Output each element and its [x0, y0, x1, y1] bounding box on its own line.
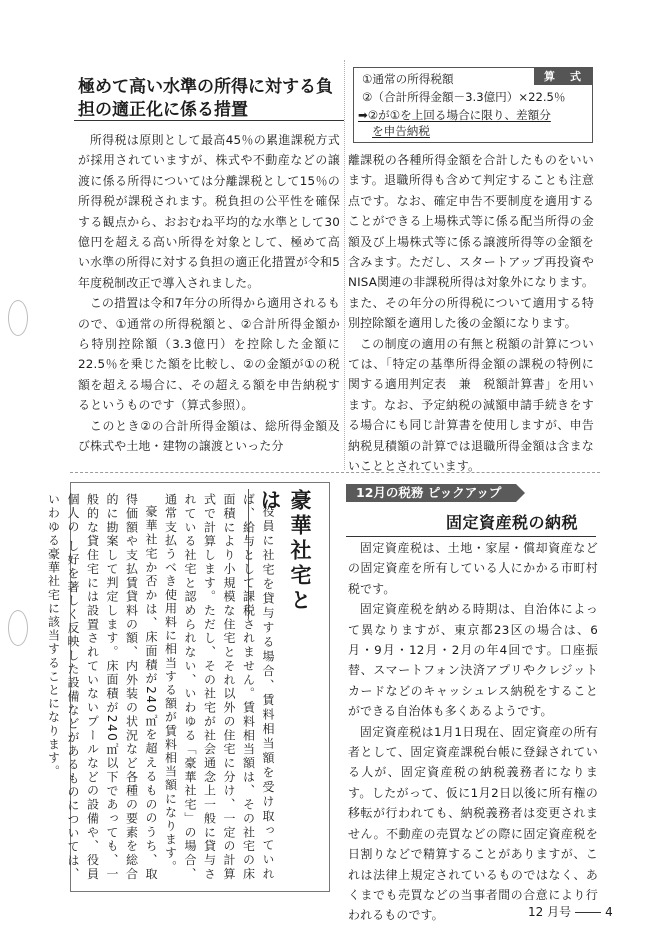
article-paragraph: 離課税の各種所得金額を合計したものをいいます。退職所得も含めて判定することも注意点です。なお、確定申告不要制度を適用することができる上場株式等に係る配当所得の金額及び上場株式等に係る譲渡所得等の金額を含みます。ただし、スタートアップ再投資やNISA関連の非課税所得は対象外になります。また、その年分の所得税について適用する特別控除額を適用した後の金額になります。	[348, 153, 594, 331]
issue-month: 12 月号	[528, 905, 572, 919]
article-left-column	[78, 130, 340, 457]
monthly-paragraph: 固定資産税は、土地・家屋・償却資産などの固定資産を所有している人にかかる市町村税です。	[348, 541, 598, 596]
monthly-paragraph: 固定資産税は1月1日現在、固定資産の所有者として、固定資産課税台帳に登録されている人が、固定資産税の納税義務者になります。したがって、仮に1月2日以後に所有権の移転が行われても、納税義務者は変更されません。不動産の売買などの際に固定資産税を日割りなどで精算することがありますが、これは法律上規定されているものではなく、あくまでも売買などの当事者間の合意により行われるものです。	[348, 724, 598, 923]
title-underline	[74, 120, 344, 121]
monthly-title: 固定資産税の納税	[446, 513, 579, 532]
monthly-title-underline	[346, 536, 596, 537]
binder-hole-bottom	[8, 610, 28, 646]
formula-line-1: ①通常の所得税額	[362, 72, 454, 86]
formula-line-4: を申告納税	[372, 124, 430, 138]
column-box	[46, 482, 330, 892]
article-title: 極めて高い水準の所得に対する負担の適正化に係る措置	[78, 77, 333, 120]
section-separator	[70, 472, 600, 473]
formula-line-2: ②（合計所得金額－3.3億円）×22.5％	[362, 90, 566, 104]
column-title: 豪華社宅とは	[248, 489, 315, 619]
formula-box	[353, 67, 593, 143]
column-text	[46, 493, 277, 881]
footer-dash	[575, 912, 601, 913]
page-footer	[528, 903, 613, 920]
monthly-badge: 12月の税務 ピックアップ	[346, 484, 516, 502]
article-paragraph: 所得税は原則として最高45％の累進課税方式が採用されていますが、株式や不動産などの譲渡に係る所得については分離課税として15％の所得税が課税されます。税負担の公平性を確保する観点から、おおむね平均的な水準として30億円を超える高い所得を対象として、極めて高い水準の所得に対する負担の適正化措置が令和5年度税制改正で導入されました。	[78, 133, 340, 290]
column-divider	[344, 60, 345, 470]
formula-line-3: ➡②が①を上回る場合に限り、差額分	[358, 108, 551, 122]
page-number: 4	[605, 905, 613, 919]
article-right-column	[348, 150, 594, 477]
article-paragraph: この措置は令和7年分の所得から適用されるもので、①通常の所得税額と、②合計所得金額から特別控除額（3.3億円）を控除した金額に22.5％を乗じた額を比較し、②の金額が①の税額を超える場合に、その超える額を申告納税するというものです（算式参照）。	[78, 296, 340, 413]
column-paragraph: 役員に社宅を貸与する場合、賃料相当額を受け取っていれば、給与として課税されません。賃料相当額は、その社宅の床面積により小規模な住宅とそれ以外の住宅に分け、一定の計算式で計算します。ただし、その社宅が社会通念上一般に貸与されている社宅と認められない、いわゆる「豪華社宅」の場合、通常支払うべき使用料に相当する額が賃料相当額になります。	[163, 493, 275, 881]
article-paragraph: このとき②の合計所得金額は、総所得金額及び株式や土地・建物の譲渡といった分	[78, 418, 340, 454]
formula-tag: 算 式	[534, 67, 593, 85]
column-paragraph: 豪華社宅か否かは、床面積が240㎡を超えるもののうち、取得価額や支払賃貸料の額、内外装の状況など各種の要素を総合的に勘案して判定します。床面積が240㎡以下であっても、一般的な貸住宅には設置されていないプールなどの設備や、役員個人の し好を著しく反映した設備などがあるものについては、いわゆる豪華社宅に該当することになります。	[46, 493, 158, 881]
monthly-body	[348, 538, 598, 926]
monthly-paragraph: 固定資産税を納める時期は、自治体によって異なりますが、東京都23区の場合は、6月・9月・12月・2月の年4回です。口座振替、スマートフォン決済アプリやクレジットカードなどのキャッシュレス納税をすることができる自治体も多くあるようです。	[348, 602, 598, 719]
article-paragraph: この制度の適用の有無と税額の計算については、「特定の基準所得金額の課税の特例に関する適用判定表 兼 税額計算書」を用います。なお、予定納税の減額申請手続きをする場合にも同じ計算書を使用しますが、申告納税見積額の計算では退職所得金額は含まないこととされています。	[348, 336, 594, 474]
monthly-badge-arrow	[516, 484, 525, 502]
binder-hole-top	[8, 300, 28, 336]
